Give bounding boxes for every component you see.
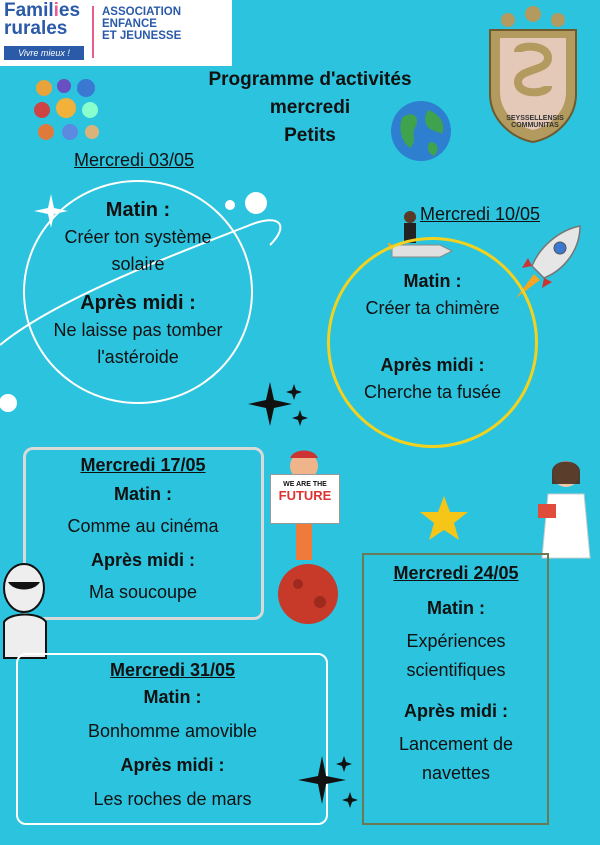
logo-brand: Families rurales [4, 0, 81, 39]
future-sign: WE ARE THE FUTURE [270, 474, 340, 524]
logo-association: ASSOCIATION ENFANCE ET JEUNESSE [102, 6, 182, 42]
gold-star-icon [418, 494, 470, 542]
logo-divider [92, 6, 94, 58]
day2-date: Mercredi 10/05 [420, 204, 541, 224]
planets-icon [30, 76, 105, 144]
earth-icon [390, 100, 452, 162]
day5-content: Mercredi 31/05 Matin : Bonhomme amovible Après midi : Les roches de mars [87, 660, 258, 809]
day3-content: Mercredi 17/05 Matin : Comme au cinéma Après midi : Ma soucoupe [67, 455, 219, 602]
kid-future-illustration [268, 444, 350, 624]
scientist-illustration [536, 454, 600, 560]
day2-content: Matin : Créer ta chimère Après midi : Cherche ta fusée [363, 271, 502, 402]
day1-date: Mercredi 03/05 [74, 150, 195, 170]
star-sparkle-icon-bottom [296, 752, 362, 812]
day1-content: Matin : Créer ton système solaire Après midi : Ne laisse pas tomber l'astéroide [53, 199, 223, 367]
robot-illustration [0, 562, 50, 662]
logo-tagline: Vivre mieux ! [4, 46, 84, 60]
star-sparkle-icon [246, 378, 312, 430]
page-title: Programme d'activités mercredi Petits [208, 69, 412, 146]
crest-text: SEYSSELLENSIS COMMUNITAS [506, 115, 564, 129]
day4-content: Mercredi 24/05 Matin : Expériences scientifiques Après midi : Lancement de navettes [393, 563, 519, 783]
